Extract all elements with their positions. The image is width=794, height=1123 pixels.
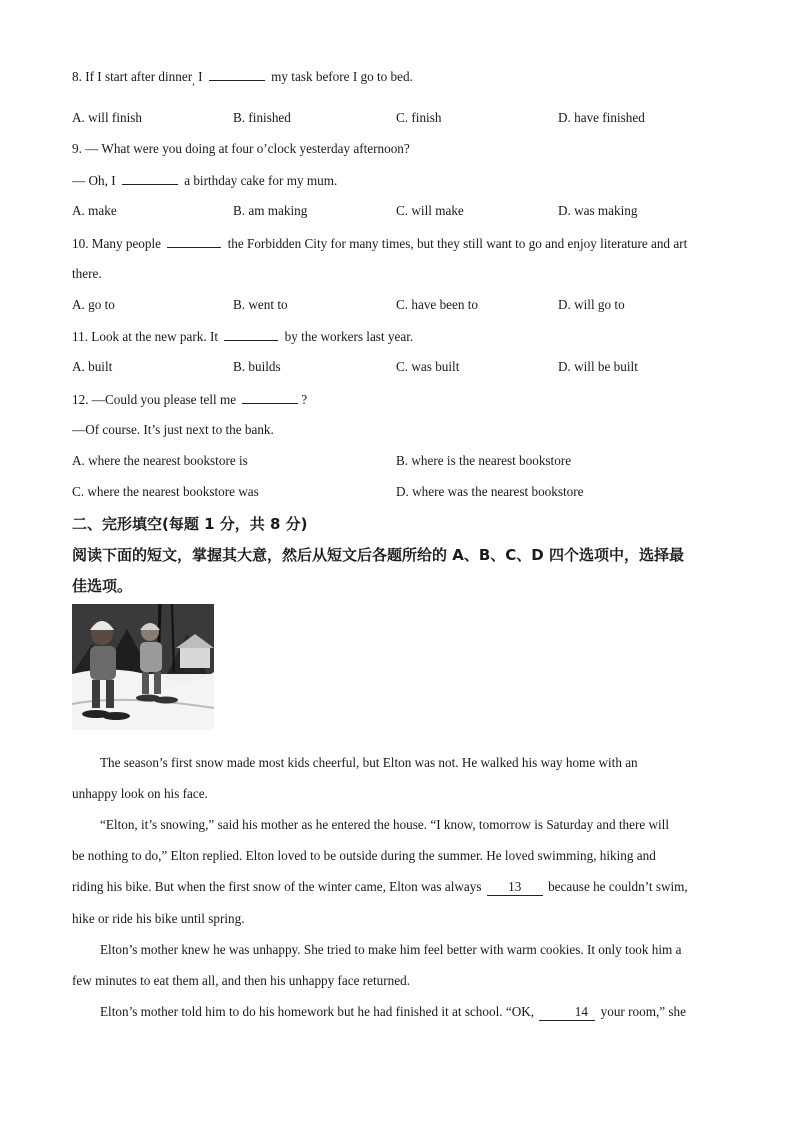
- option-a: A. go to: [72, 297, 115, 312]
- option-b: B. went to: [233, 297, 288, 312]
- passage-p2-line2: be nothing to do,” Elton replied. Elton loved to be outside during the summer. He loved swimming, hiking and: [72, 848, 656, 863]
- passage-p1-line1: The season’s first snow made most kids cheerful, but Elton was not. He walked his way home with an: [100, 755, 638, 770]
- question-text: Many people: [91, 236, 161, 251]
- cloze-blank-14: 14: [539, 1004, 595, 1021]
- passage-text: Elton’s mother told him to do his homework but he had finished it at school. “OK,: [100, 1004, 535, 1019]
- question-text: by the workers last year.: [284, 329, 414, 344]
- option-c: C. finish: [396, 110, 442, 125]
- option-d: D. where was the nearest bookstore: [396, 484, 584, 499]
- option-a: A. where the nearest bookstore is: [72, 453, 248, 468]
- option-d: D. was making: [558, 203, 638, 218]
- option-c: C. where the nearest bookstore was: [72, 484, 259, 499]
- option-a: A. make: [72, 203, 117, 218]
- option-b: B. finished: [233, 110, 291, 125]
- passage-p2-line3: [72, 879, 722, 896]
- passage-p3-line2: few minutes to eat them all, and then his unhappy face returned.: [72, 973, 411, 988]
- passage-text: your room,” she: [600, 1004, 686, 1019]
- section-instruction: 阅读下面的短文，掌握其大意，然后从短文后各题所给的 A、B、C、D 四个选项中，选择最: [72, 546, 684, 564]
- answer-blank: [167, 235, 221, 248]
- question-9-stem: [72, 141, 410, 157]
- question-10-stem: [72, 235, 687, 252]
- question-text: Look at the new park. It: [91, 329, 219, 344]
- section-title: 二、完形填空(每题 1 分，共 8 分): [72, 515, 308, 533]
- question-number: 8.: [72, 69, 82, 84]
- passage-p1-line2: unhappy look on his face.: [72, 786, 208, 801]
- option-a: A. will finish: [72, 110, 142, 125]
- option-d: D. will go to: [558, 297, 625, 312]
- answer-blank: [209, 68, 265, 81]
- question-number: 10.: [72, 236, 89, 251]
- question-text: If I start after dinner: [85, 69, 193, 84]
- cloze-blank-13: 13: [487, 879, 543, 896]
- answer-blank: [224, 328, 278, 341]
- passage-text: riding his bike. But when the first snow of the winter came, Elton was always: [72, 879, 482, 894]
- passage-p2-line4: hike or ride his bike until spring.: [72, 911, 245, 926]
- question-12-reply: —Of course. It’s just next to the bank.: [72, 422, 274, 437]
- snow-kids-illustration-icon: [72, 604, 214, 730]
- question-9-reply: [72, 172, 337, 189]
- answer-blank: [242, 391, 298, 404]
- question-number: 9.: [72, 141, 82, 156]
- question-10-stem-cont: there.: [72, 266, 102, 281]
- passage-p3-line1: Elton’s mother knew he was unhappy. She tried to make him feel better with warm cookies. It only took him a: [100, 942, 682, 957]
- answer-blank: [122, 172, 178, 185]
- question-11-stem: [72, 328, 413, 345]
- question-8-stem: [72, 68, 413, 90]
- question-text: ?: [301, 392, 308, 407]
- option-b: B. am making: [233, 203, 308, 218]
- option-c: C. have been to: [396, 297, 479, 312]
- question-12-stem: [72, 391, 307, 408]
- option-d: D. have finished: [558, 110, 645, 125]
- passage-text: because he couldn’t swim,: [548, 879, 688, 894]
- question-text: — What were you doing at four o’clock yesterday afternoon?: [85, 141, 410, 156]
- passage-p2-line1: “Elton, it’s snowing,” said his mother as he entered the house. “I know, tomorrow is Saturday and there will: [100, 817, 670, 832]
- passage-p4-line1: [72, 1004, 722, 1021]
- question-text: my task before I go to bed.: [271, 69, 413, 84]
- option-c: C. will make: [396, 203, 464, 218]
- option-b: B. builds: [233, 359, 281, 374]
- question-number: 12.: [72, 392, 89, 407]
- question-text: — Oh, I: [72, 173, 116, 188]
- question-text: the Forbidden City for many times, but they still want to go and enjoy literature and art: [227, 236, 688, 251]
- question-number: 11.: [72, 329, 88, 344]
- question-text: a birthday cake for my mum.: [184, 173, 338, 188]
- section-instruction: 佳选项。: [72, 577, 133, 595]
- option-a: A. built: [72, 359, 113, 374]
- question-text: —Could you please tell me: [91, 392, 237, 407]
- question-text: I: [198, 69, 203, 84]
- option-c: C. was built: [396, 359, 460, 374]
- option-d: D. will be built: [558, 359, 638, 374]
- question-text: ,: [192, 75, 195, 88]
- option-b: B. where is the nearest bookstore: [396, 453, 572, 468]
